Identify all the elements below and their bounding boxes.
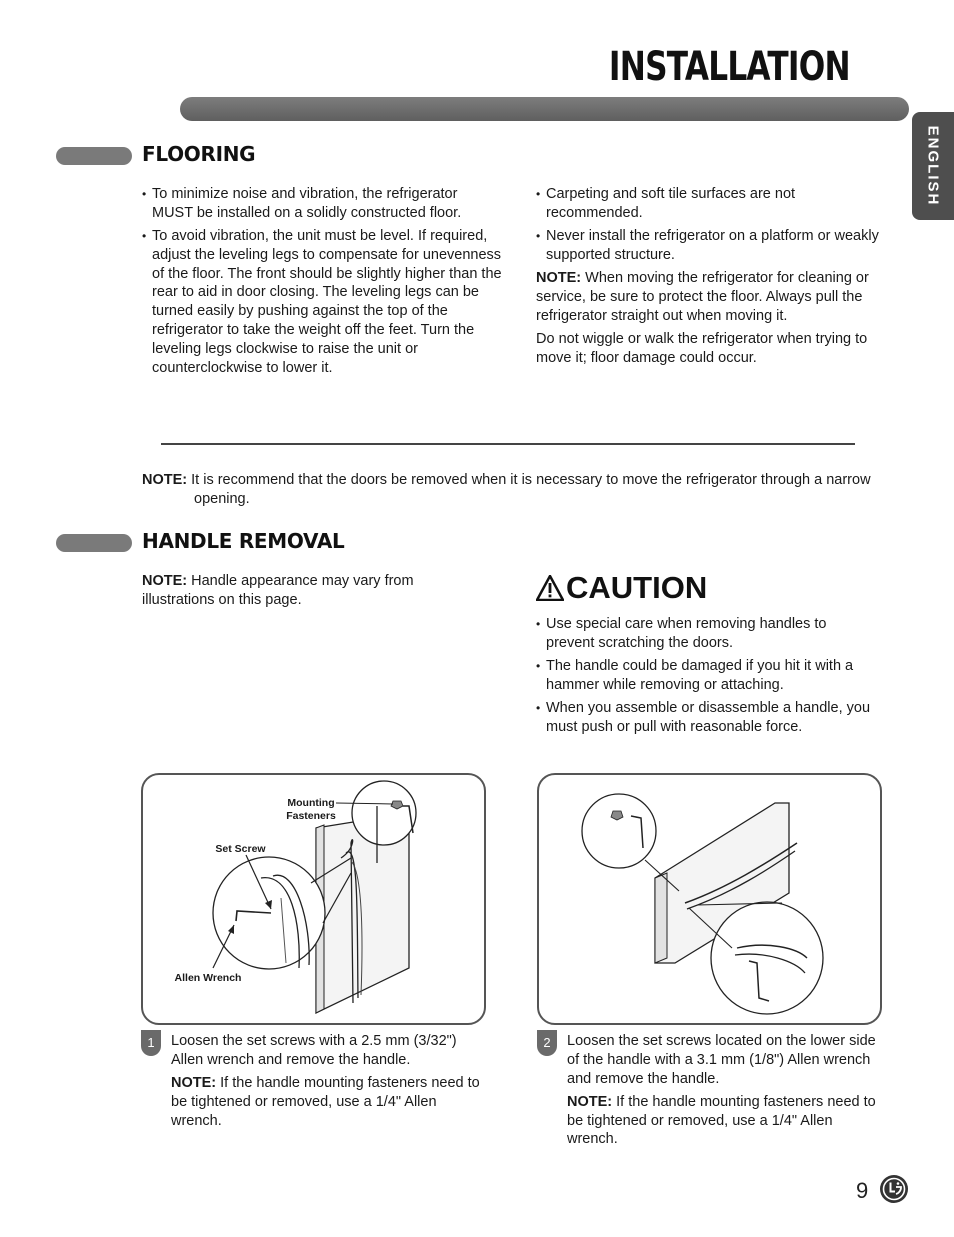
figure-panel-1 (141, 773, 486, 1025)
doors-note (142, 471, 882, 509)
caution-bullet: • When you assemble or disassemble a handle, you must push or pull with reasonable force. (536, 699, 876, 737)
note-text: If the handle mounting fasteners need to be tightened or removed, use a 1/4" Allen wrench. (171, 1075, 480, 1129)
caution-bullet: • Use special care when removing handles to prevent scratching the doors. (536, 615, 876, 653)
lg-logo-icon (879, 1174, 909, 1204)
label-set-screw: Set Screw (215, 843, 266, 855)
note-label: NOTE: (142, 573, 188, 589)
language-tab (912, 112, 954, 220)
label-allen-wrench: Allen Wrench (174, 972, 242, 984)
step-note (567, 1093, 885, 1149)
step-2-text (567, 1032, 885, 1154)
flooring-left-column (142, 185, 502, 382)
language-tab-label: ENGLISH (924, 125, 942, 207)
caution-bullet: • The handle could be damaged if you hit it with a hammer while removing or attaching. (536, 657, 876, 695)
step-instruction: Loosen the set screws with a 2.5 mm (3/32") Allen wrench and remove the handle. (171, 1033, 457, 1068)
caution-title: CAUTION (566, 570, 708, 605)
page-title: INSTALLATION (609, 44, 850, 90)
handle-removal-illustration-2 (537, 773, 882, 1025)
step-note (171, 1074, 491, 1130)
note-label: NOTE: (142, 472, 188, 488)
handle-note (142, 572, 452, 610)
flooring-bullet: • Never install the refrigerator on a platform or weakly supported structure. (536, 227, 884, 265)
flooring-extra: Do not wiggle or walk the refrigerator when trying to move it; floor damage could occur. (536, 331, 868, 366)
note-text: It is recommend that the doors be removed when it is necessary to move the refrigerator through a narrow opening. (187, 472, 871, 507)
note-label: NOTE: (171, 1075, 217, 1092)
caution-list (536, 615, 876, 741)
step-number: 1 (141, 1030, 161, 1056)
note-label: NOTE: (567, 1093, 613, 1110)
flooring-bullet: • To minimize noise and vibration, the refrigerator MUST be installed on a solidly constructed floor. (142, 185, 502, 223)
note-text: When moving the refrigerator for cleaning or service, be sure to protect the floor. Always pull the refrigerator straight out when moving it. (536, 270, 869, 324)
flooring-right-column (536, 185, 884, 372)
caution-heading (536, 570, 707, 606)
step-1-text (171, 1032, 491, 1135)
note-text: Handle appearance may vary from illustrations on this page. (142, 573, 414, 608)
handle-removal-title: HANDLE REMOVAL (142, 529, 345, 553)
handle-section-marker (56, 534, 132, 552)
step-instruction: Loosen the set screws located on the lower side of the handle with a 3.1 mm (1/8") Allen wrench and remove the handle. (567, 1033, 876, 1087)
note-text: If the handle mounting fasteners need to be tightened or removed, use a 1/4" Allen wrench. (567, 1093, 876, 1148)
flooring-bullet: • Carpeting and soft tile surfaces are not recommended. (536, 185, 884, 223)
section-divider (161, 443, 855, 445)
flooring-bullet: • To avoid vibration, the unit must be level. If required, adjust the leveling legs to compensate for unevenness of the floor. The front should be slightly higher than the rear to aid in door closing. The leveling legs can be turned easily by pushing against the top of the refrigerator to take the weight off the feet. Turn the leveling legs clockwise to raise the unit or counterclockwise to lower it. (142, 227, 502, 377)
page-number: 9 (856, 1178, 869, 1203)
note-label: NOTE: (536, 270, 582, 287)
label-mounting-fasteners: Mounting Fasteners (286, 797, 336, 822)
header-bar (180, 97, 909, 121)
flooring-title: FLOORING (142, 142, 256, 166)
flooring-note (536, 269, 884, 325)
flooring-section-marker (56, 147, 132, 165)
warning-icon (536, 575, 564, 601)
step-number: 2 (537, 1030, 557, 1056)
figure-panel-2 (537, 773, 882, 1025)
